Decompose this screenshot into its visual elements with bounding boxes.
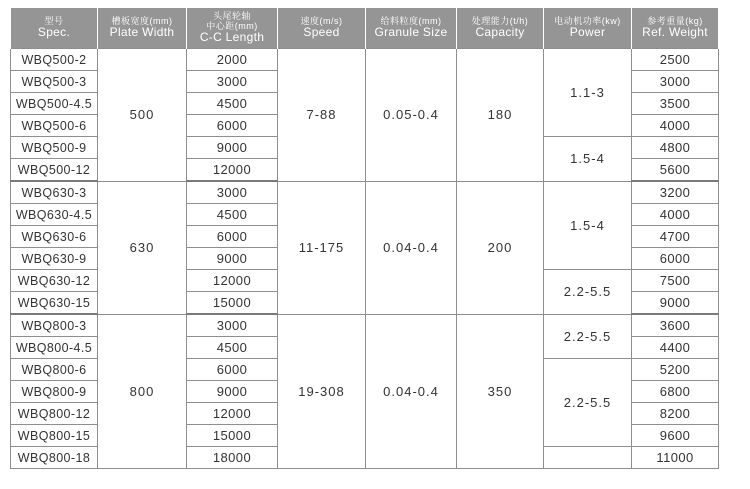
header-power-cn: 电动机功率(kw) <box>554 15 621 26</box>
weight-cell: 3500 <box>632 93 719 115</box>
weight-cell: 6000 <box>632 248 719 270</box>
spec-table <box>10 8 719 469</box>
length-cell: 4500 <box>187 337 278 359</box>
spec-cell: WBQ630-15 <box>11 292 98 315</box>
header-ref-weight-en: Ref. Weight <box>642 25 708 40</box>
length-cell: 9000 <box>187 248 278 270</box>
header-power <box>544 8 632 49</box>
weight-cell: 4000 <box>632 115 719 137</box>
header-row <box>11 8 719 49</box>
spec-cell: WBQ630-6 <box>11 226 98 248</box>
header-spec-cn: 型号 <box>44 15 64 26</box>
spec-cell: WBQ800-3 <box>11 314 98 337</box>
granule-size-cell: 0.05-0.4 <box>366 49 457 182</box>
header-spec <box>11 8 98 49</box>
spec-cell: WBQ500-6 <box>11 115 98 137</box>
weight-cell: 8200 <box>632 403 719 425</box>
granule-size-cell: 0.04-0.4 <box>366 314 457 469</box>
header-ref-weight-cn: 参考重量(kg) <box>647 15 703 26</box>
spec-cell: WBQ630-4.5 <box>11 204 98 226</box>
power-cell-empty <box>544 447 632 469</box>
speed-cell: 11-175 <box>278 181 366 314</box>
header-plate-width-en: Plate Width <box>109 25 175 40</box>
header-cc-length <box>187 8 278 49</box>
power-cell: 2.2-5.5 <box>544 270 632 315</box>
length-cell: 6000 <box>187 115 278 137</box>
length-cell: 12000 <box>187 270 278 292</box>
power-cell: 2.2-5.5 <box>544 359 632 447</box>
weight-cell: 9600 <box>632 425 719 447</box>
weight-cell: 4800 <box>632 137 719 159</box>
header-granule-size-en: Granule Size <box>374 25 448 40</box>
power-cell: 2.2-5.5 <box>544 314 632 359</box>
length-cell: 4500 <box>187 204 278 226</box>
spec-cell: WBQ630-12 <box>11 270 98 292</box>
spec-cell: WBQ800-18 <box>11 447 98 469</box>
header-power-en: Power <box>569 25 606 40</box>
spec-cell: WBQ800-4.5 <box>11 337 98 359</box>
header-capacity-cn: 处理能力(t/h) <box>471 15 529 26</box>
header-cc-length-en: C-C Length <box>199 30 265 45</box>
weight-cell: 3200 <box>632 181 719 204</box>
plate-width-cell: 500 <box>98 49 187 182</box>
header-plate-width <box>98 8 187 49</box>
table-row <box>11 314 719 337</box>
power-cell: 1.5-4 <box>544 181 632 270</box>
table-row <box>11 181 719 204</box>
length-cell: 3000 <box>187 181 278 204</box>
granule-size-cell: 0.04-0.4 <box>366 181 457 314</box>
speed-cell: 19-308 <box>278 314 366 469</box>
table-row <box>11 49 719 71</box>
speed-cell: 7-88 <box>278 49 366 182</box>
weight-cell: 4400 <box>632 337 719 359</box>
spec-cell: WBQ630-9 <box>11 248 98 270</box>
length-cell: 2000 <box>187 49 278 71</box>
length-cell: 12000 <box>187 403 278 425</box>
length-cell: 4500 <box>187 93 278 115</box>
weight-cell: 3000 <box>632 71 719 93</box>
length-cell: 3000 <box>187 71 278 93</box>
spec-cell: WBQ630-3 <box>11 181 98 204</box>
header-speed <box>278 8 366 49</box>
spec-cell: WBQ500-12 <box>11 159 98 182</box>
length-cell: 9000 <box>187 381 278 403</box>
length-cell: 15000 <box>187 425 278 447</box>
capacity-cell: 350 <box>457 314 544 469</box>
spec-cell: WBQ800-15 <box>11 425 98 447</box>
header-ref-weight <box>632 8 719 49</box>
header-speed-en: Speed <box>303 25 340 40</box>
power-cell: 1.1-3 <box>544 49 632 137</box>
weight-cell: 4000 <box>632 204 719 226</box>
header-speed-cn: 速度(m/s) <box>300 15 343 26</box>
header-plate-width-cn: 槽板宽度(mm) <box>111 15 173 26</box>
spec-cell: WBQ800-12 <box>11 403 98 425</box>
header-cc-length-cn2: 中心距(mm) <box>206 21 258 32</box>
length-cell: 3000 <box>187 314 278 337</box>
spec-cell: WBQ500-9 <box>11 137 98 159</box>
spec-cell: WBQ800-9 <box>11 381 98 403</box>
weight-cell: 6800 <box>632 381 719 403</box>
weight-cell: 9000 <box>632 292 719 315</box>
header-capacity <box>457 8 544 49</box>
capacity-cell: 180 <box>457 49 544 182</box>
weight-cell: 7500 <box>632 270 719 292</box>
spec-cell: WBQ500-3 <box>11 71 98 93</box>
plate-width-cell: 800 <box>98 314 187 469</box>
weight-cell: 4700 <box>632 226 719 248</box>
length-cell: 12000 <box>187 159 278 182</box>
spec-cell: WBQ500-4.5 <box>11 93 98 115</box>
length-cell: 6000 <box>187 359 278 381</box>
length-cell: 18000 <box>187 447 278 469</box>
plate-width-cell: 630 <box>98 181 187 314</box>
weight-cell: 11000 <box>632 447 719 469</box>
spec-cell: WBQ500-2 <box>11 49 98 71</box>
header-cc-length-cn: 头尾轮轴 <box>212 10 251 21</box>
length-cell: 6000 <box>187 226 278 248</box>
header-granule-size-cn: 给料粒度(mm) <box>380 15 442 26</box>
spec-cell: WBQ800-6 <box>11 359 98 381</box>
power-cell: 1.5-4 <box>544 137 632 182</box>
weight-cell: 5200 <box>632 359 719 381</box>
capacity-cell: 200 <box>457 181 544 314</box>
header-spec-en: Spec. <box>37 25 71 40</box>
weight-cell: 3600 <box>632 314 719 337</box>
header-granule-size <box>366 8 457 49</box>
weight-cell: 5600 <box>632 159 719 182</box>
length-cell: 15000 <box>187 292 278 315</box>
weight-cell: 2500 <box>632 49 719 71</box>
header-capacity-en: Capacity <box>475 25 525 40</box>
length-cell: 9000 <box>187 137 278 159</box>
